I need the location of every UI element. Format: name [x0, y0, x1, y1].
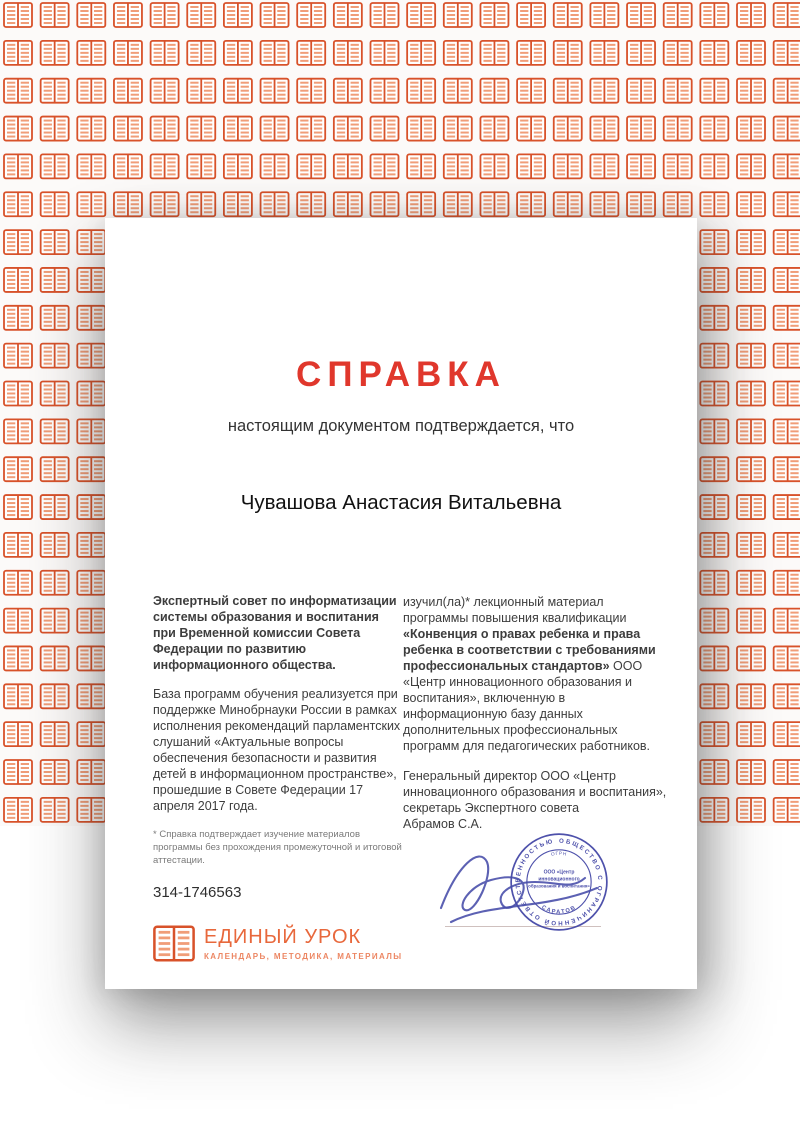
footnote-text: * Справка подтверждает изучение материалов программы без прохождения промежуточной и итоговой аттестации. — [153, 829, 402, 866]
expert-council-text: Экспертный совет по информатизации системы образования и воспитания при Временной комиссии Совета Федерации по развитию информационного общества. — [153, 594, 397, 672]
stamp-center-line1: ООО «Центр — [543, 869, 575, 876]
studied-rest: ООО «Центр инновационного образования и воспитания», включенную в информационную базу данных дополнительных профессиональных программ для педагогических работников. — [403, 659, 651, 753]
program-title: «Конвенция о правах ребенка и права ребенка в соответствии с требованиями профессиональных стандартов» — [403, 627, 656, 673]
signatory-title: Генеральный директор ООО «Центр инновационного образования и воспитания», секретарь Экспертного совета — [403, 769, 667, 815]
stamp-ogrn-label: ОГРН — [550, 850, 568, 857]
certificate-card — [105, 218, 697, 989]
logo-text — [204, 925, 403, 963]
certificate-number: 314-1746563 — [153, 884, 242, 902]
studied-lead: изучил(ла)* лекционный материал программы повышения квалификации — [403, 595, 627, 625]
recipient-name: Чувашова Анастасия Витальевна — [240, 491, 562, 514]
program-base-text: База программ обучения реализуется при поддержке Минобрнауки России в рамках исполнения рекомендаций парламентских слушаний «Актуальные вопросы обеспечения безопасности и развития детей в информационном пространстве», прошедшие в Совете Федерации 17 апреля 2017 года. — [153, 687, 401, 813]
logo-book-icon — [153, 925, 195, 962]
logo-name: ЕДИНЫЙ УРОК — [204, 925, 362, 948]
left-column — [153, 593, 405, 962]
logo-tagline: КАЛЕНДАРЬ, МЕТОДИКА, МАТЕРИАЛЫ — [204, 952, 403, 962]
stamp-city: САРАТОВ — [540, 904, 578, 916]
signatory-name: Абрамов С.А. — [403, 817, 483, 831]
stamp-ring-text: ОБЩЕСТВО С ОГРАНИЧЕННОЙ ОТВЕТСТВЕННОСТЬЮ — [514, 837, 604, 927]
certificate-subtitle: настоящим документом подтверждается, что — [227, 417, 575, 435]
right-column — [403, 594, 671, 832]
stamp-center-line3: образования и воспитания» — [528, 883, 590, 889]
ediny-urok-logo — [153, 925, 405, 963]
certificate-title: СПРАВКА — [296, 355, 506, 394]
signature — [435, 836, 607, 936]
program-description — [403, 594, 671, 754]
stamp-center-line2: инновационного — [538, 876, 580, 883]
